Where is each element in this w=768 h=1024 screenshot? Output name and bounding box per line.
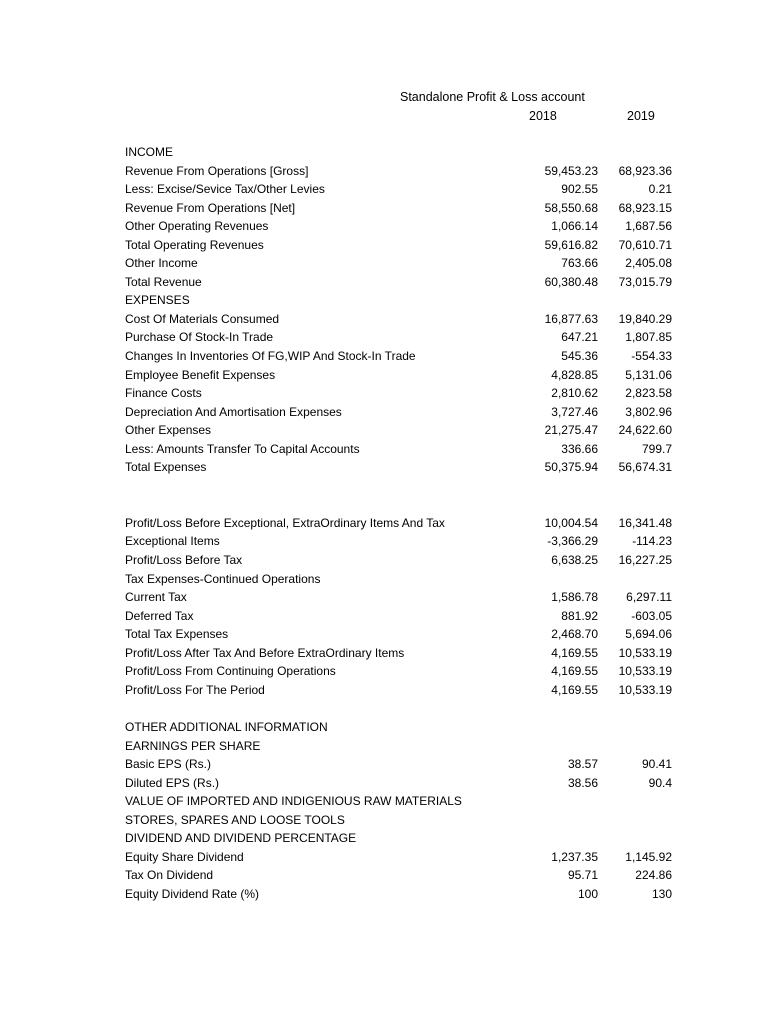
row-label: Profit/Loss After Tax And Before ExtraOrdinary Items <box>125 645 405 660</box>
table-row <box>125 811 685 830</box>
value-2018: 50,375.94 <box>544 460 598 475</box>
row-label: Total Expenses <box>125 460 207 475</box>
table-row <box>125 162 685 181</box>
value-2018: 4,169.55 <box>551 645 598 660</box>
row-label: Employee Benefit Expenses <box>125 367 276 382</box>
row-label: Other Expenses <box>125 423 212 438</box>
value-2018: 647.21 <box>561 330 598 345</box>
row-label: Revenue From Operations [Gross] <box>125 163 309 178</box>
value-2019: 90.4 <box>648 775 672 790</box>
table-row <box>125 143 685 162</box>
value-2018: 38.57 <box>567 757 598 772</box>
row-label: Total Tax Expenses <box>125 627 229 642</box>
table-row <box>125 588 685 607</box>
table-row <box>125 347 685 366</box>
row-label: OTHER ADDITIONAL INFORMATION <box>125 719 328 734</box>
value-2019: 56,674.31 <box>618 460 672 475</box>
value-2018: 100 <box>577 886 598 901</box>
table-row <box>125 477 685 496</box>
table-row <box>125 625 685 644</box>
value-2019: -554.33 <box>631 349 672 364</box>
table-row <box>125 755 685 774</box>
table-row <box>125 217 685 236</box>
row-label: Current Tax <box>125 590 187 605</box>
value-2018: 59,616.82 <box>544 237 598 252</box>
value-2018: 4,828.85 <box>551 367 598 382</box>
value-2019: 6,297.11 <box>626 590 672 605</box>
value-2018: 1,586.78 <box>551 590 598 605</box>
value-2019: 10,533.19 <box>618 645 672 660</box>
row-label: EARNINGS PER SHARE <box>125 738 261 753</box>
table-row <box>125 273 685 292</box>
row-label: EXPENSES <box>125 293 190 308</box>
value-2018: 763.66 <box>561 256 598 271</box>
value-2019: 68,923.15 <box>618 200 672 215</box>
table-row <box>125 737 685 756</box>
row-label: INCOME <box>125 145 173 159</box>
year-header-2019: 2019 <box>627 109 655 123</box>
table-row <box>125 199 685 218</box>
row-label: Changes In Inventories Of FG,WIP And Stock-In Trade <box>125 349 416 364</box>
row-label: Cost Of Materials Consumed <box>125 311 280 326</box>
value-2019: 2,405.08 <box>625 256 672 271</box>
value-2018: 16,877.63 <box>544 311 598 326</box>
value-2018: 881.92 <box>561 608 598 623</box>
row-label: Equity Dividend Rate (%) <box>125 886 260 901</box>
row-label: Finance Costs <box>125 386 202 401</box>
row-label: Other Operating Revenues <box>125 219 269 234</box>
value-2019: 799.7 <box>641 441 672 456</box>
table-row <box>125 514 685 533</box>
row-label: Depreciation And Amortisation Expenses <box>125 404 342 419</box>
value-2018: 38.56 <box>567 775 598 790</box>
table-row <box>125 366 685 385</box>
table-row <box>125 848 685 867</box>
value-2018: 60,380.48 <box>544 274 598 289</box>
row-label: Less: Amounts Transfer To Capital Accounts <box>125 441 360 456</box>
value-2018: 21,275.47 <box>544 423 598 438</box>
value-2019: 224.86 <box>635 868 672 883</box>
row-label: Revenue From Operations [Net] <box>125 200 296 215</box>
value-2018: 3,727.46 <box>551 404 598 419</box>
table-row <box>125 495 685 514</box>
row-label: Exceptional Items <box>125 534 220 549</box>
row-label: Tax On Dividend <box>125 868 214 883</box>
value-2019: 1,687.56 <box>625 219 672 234</box>
value-2018: 10,004.54 <box>544 515 598 530</box>
table-row <box>125 885 685 904</box>
row-label: VALUE OF IMPORTED AND INDIGENIOUS RAW MATERIALS <box>125 794 462 809</box>
table-row <box>125 254 685 273</box>
row-label: Other Income <box>125 256 198 271</box>
table-row <box>125 532 685 551</box>
value-2019: 1,807.85 <box>625 330 672 345</box>
table-row <box>125 699 685 718</box>
table-row <box>125 570 685 589</box>
table-row <box>125 328 685 347</box>
table-row <box>125 551 685 570</box>
table-row <box>125 662 685 681</box>
row-label: Equity Share Dividend <box>125 849 244 864</box>
table-row <box>125 458 685 477</box>
table-row <box>125 866 685 885</box>
row-label: Profit/Loss Before Exceptional, ExtraOrdinary Items And Tax <box>125 515 445 530</box>
value-2019: 5,131.06 <box>625 367 672 382</box>
value-2019: 10,533.19 <box>618 664 672 679</box>
table-row <box>125 681 685 700</box>
table-row <box>125 829 685 848</box>
value-2019: 10,533.19 <box>618 682 672 697</box>
value-2018: 336.66 <box>561 441 598 456</box>
table-row <box>125 607 685 626</box>
table-row <box>125 236 685 255</box>
value-2019: 68,923.36 <box>618 163 672 178</box>
value-2019: 90.41 <box>641 757 672 772</box>
value-2019: 2,823.58 <box>625 386 672 401</box>
value-2018: 6,638.25 <box>551 553 598 568</box>
value-2019: 24,622.60 <box>618 423 672 438</box>
row-label: STORES, SPARES AND LOOSE TOOLS <box>125 812 345 827</box>
value-2018: 58,550.68 <box>544 200 598 215</box>
table-row <box>125 384 685 403</box>
row-label: Total Revenue <box>125 274 202 289</box>
row-label: Less: Excise/Sevice Tax/Other Levies <box>125 182 325 197</box>
value-2018: 2,810.62 <box>551 386 598 401</box>
row-label: Total Operating Revenues <box>125 237 264 252</box>
value-2018: 2,468.70 <box>551 627 598 642</box>
value-2019: 0.21 <box>648 182 672 197</box>
row-label: Profit/Loss Before Tax <box>125 553 243 568</box>
value-2019: 130 <box>651 886 672 901</box>
row-label: Tax Expenses-Continued Operations <box>125 571 321 586</box>
table-row <box>125 291 685 310</box>
table-row <box>125 403 685 422</box>
value-2019: -114.23 <box>632 534 672 549</box>
row-label: Profit/Loss From Continuing Operations <box>125 664 336 679</box>
table-row <box>125 644 685 663</box>
value-2018: 545.36 <box>561 349 598 364</box>
statement-title: Standalone Profit & Loss account <box>400 90 585 104</box>
table-row <box>125 440 685 459</box>
value-2018: 4,169.55 <box>551 682 598 697</box>
value-2018: 1,237.35 <box>551 849 598 864</box>
row-label: Deferred Tax <box>125 608 194 623</box>
row-label: DIVIDEND AND DIVIDEND PERCENTAGE <box>125 831 357 846</box>
value-2019: -603.05 <box>631 608 672 623</box>
value-2018: 4,169.55 <box>551 664 598 679</box>
row-label: Diluted EPS (Rs.) <box>125 775 220 790</box>
table-row <box>125 310 685 329</box>
table-row <box>125 421 685 440</box>
value-2018: 902.55 <box>561 182 598 197</box>
value-2019: 73,015.79 <box>618 274 672 289</box>
table-row <box>125 180 685 199</box>
table-row <box>125 774 685 793</box>
value-2019: 16,227.25 <box>618 553 672 568</box>
value-2019: 3,802.96 <box>625 404 672 419</box>
value-2018: -3,366.29 <box>547 534 598 549</box>
table-row <box>125 792 685 811</box>
row-label: Purchase Of Stock-In Trade <box>125 330 274 345</box>
value-2019: 70,610.71 <box>618 237 672 252</box>
value-2018: 1,066.14 <box>551 219 598 234</box>
value-2018: 95.71 <box>567 868 598 883</box>
value-2019: 16,341.48 <box>618 515 672 530</box>
row-label: Profit/Loss For The Period <box>125 682 265 697</box>
value-2019: 1,145.92 <box>625 849 672 864</box>
value-2018: 59,453.23 <box>544 163 598 178</box>
value-2019: 19,840.29 <box>618 311 672 326</box>
value-2019: 5,694.06 <box>625 627 672 642</box>
profit-loss-table <box>125 143 685 903</box>
table-row <box>125 718 685 737</box>
year-header-2018: 2018 <box>529 109 557 123</box>
row-label: Basic EPS (Rs.) <box>125 757 212 772</box>
